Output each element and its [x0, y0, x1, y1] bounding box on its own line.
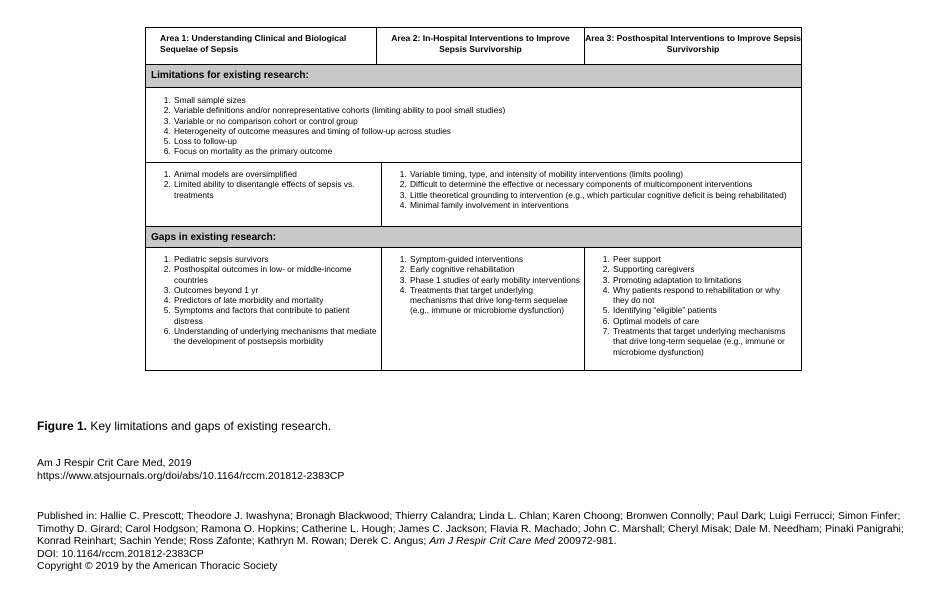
list-item: 2. Limited ability to disentangle effects of sepsis vs. treatments [173, 179, 377, 200]
list-item: 2. Posthospital outcomes in low- or middle-income countries [173, 264, 377, 285]
limitations-heading: Limitations for existing research: [146, 65, 801, 88]
authors-text: Published in: Hallie C. Prescott; Theodore J. Iwashyna; Bronagh Blackwood; Thierry Calandra; Linda L. Chlan; Karen Choong; Bronwen Connolly; Paul Dark; Luigi Ferrucci; Simon Finfer; Timothy D. Girard; Carol Hodgson; Ramona O. Hopkins; Catherine L. Hough; James C. Jackson; Flavia R. Machado; John C. Marshall; Cheryl Misak; Dale M. Needham; Pinaki Panigrahi; Konrad Reinhart; Sachin Yende; Ross Zafonte; Kathryn M. Rowan; Derek C. Angus; [37, 510, 904, 548]
publication-info [37, 510, 917, 573]
list-item: 6. Focus on mortality as the primary outcome [173, 146, 797, 156]
header-area-1: Area 1: Understanding Clinical and Biological Sequelae of Sepsis [146, 28, 377, 64]
table-header-row [146, 28, 801, 65]
header-area-3: Area 3: Posthospital Interventions to Improve Sepsis Survivorship [585, 33, 801, 54]
list-item: 2. Early cognitive rehabilitation [409, 264, 580, 274]
limitations-area-2-3 [382, 163, 801, 226]
list-item: 2. Supporting caregivers [612, 264, 797, 274]
list-item: 4. Minimal family involvement in interventions [409, 200, 797, 210]
journal-name: Am J Respir Crit Care Med [429, 535, 555, 548]
header-area-2: Area 2: In-Hospital Interventions to Improve Sepsis Survivorship [377, 28, 585, 64]
caption-text: Key limitations and gaps of existing research. [87, 419, 332, 433]
gaps-area-3-list [585, 248, 801, 357]
journal-url[interactable]: https://www.atsjournals.org/doi/abs/10.1164/rccm.201812-2383CP [37, 469, 345, 482]
list-item: 4. Heterogeneity of outcome measures and timing of follow-up across studies [173, 126, 797, 136]
gaps-area-1-list [146, 248, 381, 347]
list-item: 1. Peer support [612, 254, 797, 264]
gaps-row [146, 248, 801, 370]
list-item: 4. Treatments that target underlying mechanisms that drive long-term sequelae (e.g., immune or microbiome dysfunction) [409, 285, 580, 316]
limitations-split-row [146, 163, 801, 226]
gaps-area-3 [585, 248, 801, 370]
list-item: 5. Symptoms and factors that contribute to patient distress [173, 305, 377, 326]
list-item: 3. Little theoretical grounding to intervention (e.g., which particular cognitive deficit is being rehabilitated) [409, 190, 797, 200]
list-item: 1. Variable timing, type, and intensity of mobility interventions (limits pooling) [409, 169, 797, 179]
limitations-area-1 [146, 163, 382, 226]
list-item: 1. Animal models are oversimplified [173, 169, 377, 179]
publication-authors [37, 510, 917, 548]
journal-info [37, 457, 344, 482]
list-item: 3. Outcomes beyond 1 yr [173, 285, 377, 295]
list-item: 3. Promoting adaptation to limitations [612, 275, 797, 285]
list-item: 2. Difficult to determine the effective or necessary components of multicomponent interventions [409, 179, 797, 189]
limitations-all-areas [146, 88, 801, 163]
gaps-area-2 [382, 248, 585, 370]
list-item: 6. Understanding of underlying mechanisms that mediate the development of postsepsis morbidity [173, 326, 377, 347]
journal-citation: Am J Respir Crit Care Med, 2019 [37, 457, 192, 469]
list-item: 1. Symptom-guided interventions [409, 254, 580, 264]
caption-label: Figure 1. [37, 419, 88, 433]
figure-table [145, 27, 802, 371]
figure-caption [37, 420, 331, 433]
list-item: 2. Variable definitions and/or nonrepresentative cohorts (limiting ability to pool small studies) [173, 105, 797, 115]
list-item: 1. Small sample sizes [173, 95, 797, 105]
list-item: 3. Variable or no comparison cohort or control group [173, 116, 797, 126]
list-item: 3. Phase 1 studies of early mobility interventions [409, 275, 580, 285]
list-item: 1. Pediatric sepsis survivors [173, 254, 377, 264]
doi: DOI: 10.1164/rccm.201812-2383CP [37, 547, 204, 560]
limitations-area-1-list [146, 163, 381, 200]
copyright: Copyright © 2019 by the American Thoracic Society [37, 560, 278, 573]
limitations-all-list [146, 88, 801, 157]
gaps-area-1 [146, 248, 382, 370]
list-item: 4. Why patients respond to rehabilitation or why they do not [612, 285, 797, 306]
limitations-area-2-3-list [382, 163, 801, 210]
list-item: 7. Treatments that target underlying mechanisms that drive long-term sequelae (e.g., immune or microbiome dysfunction) [612, 326, 797, 357]
list-item: 5. Loss to follow-up [173, 136, 797, 146]
list-item: 6. Optimal models of care [612, 316, 797, 326]
gaps-area-2-list [382, 248, 584, 316]
list-item: 4. Predictors of late morbidity and mortality [173, 295, 377, 305]
journal-pages: 200972-981. [554, 535, 617, 548]
list-item: 5. Identifying “eligible” patients [612, 305, 797, 315]
gaps-heading: Gaps in existing research: [146, 226, 801, 248]
